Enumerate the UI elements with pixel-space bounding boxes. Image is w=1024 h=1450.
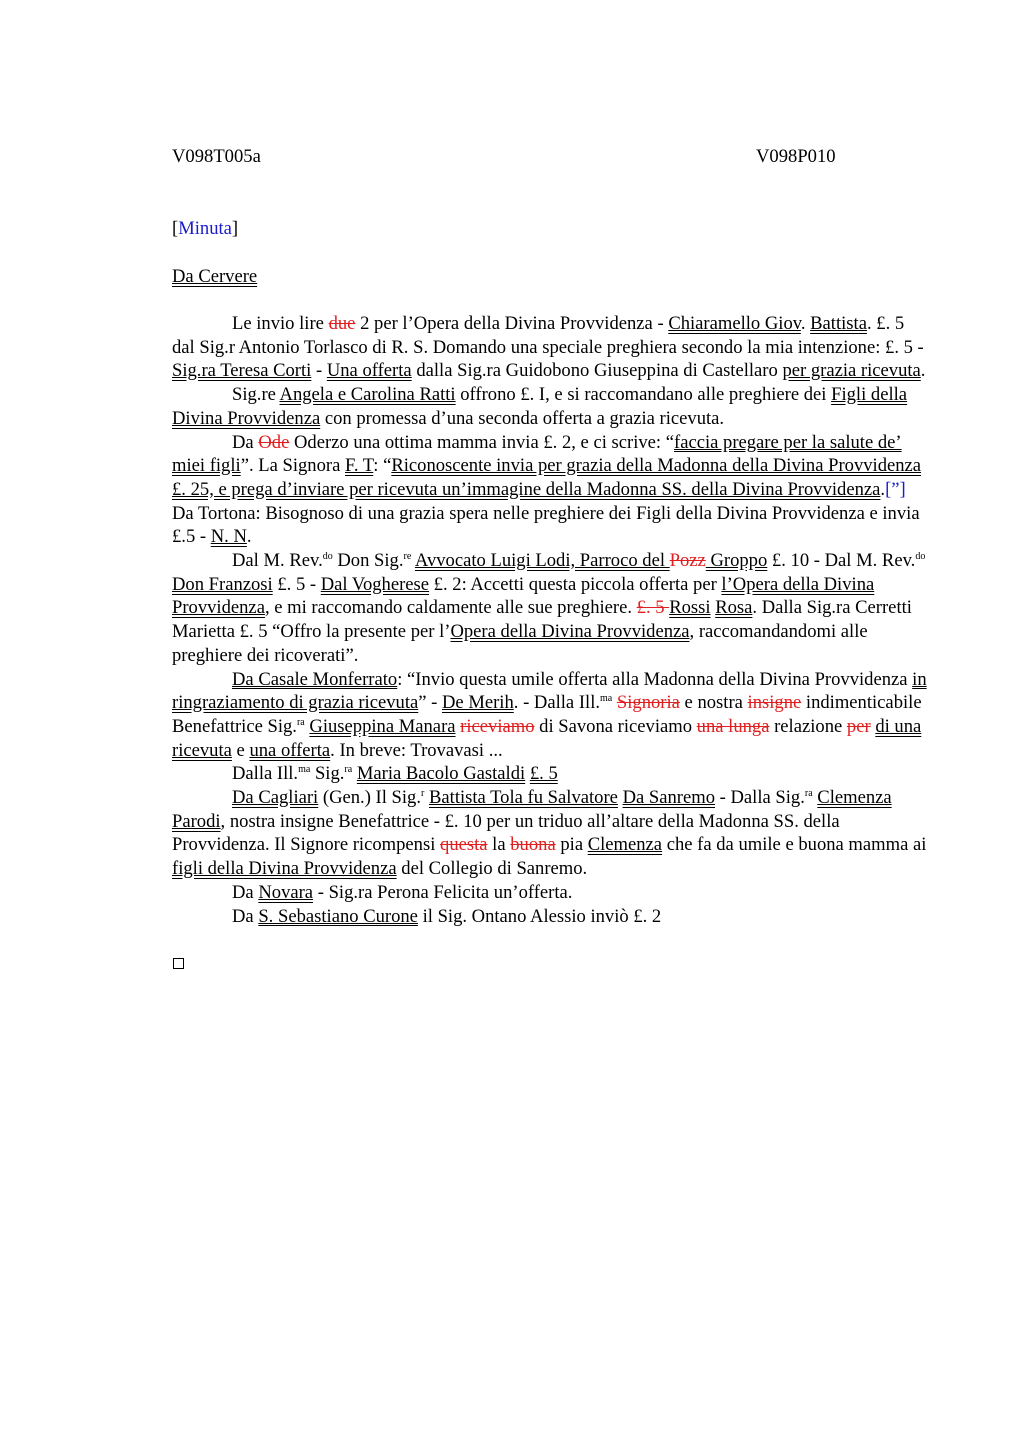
text: (Gen.) Il Sig. bbox=[318, 787, 421, 809]
text: relazione bbox=[769, 715, 847, 737]
underlined-text: una offerta bbox=[249, 739, 331, 761]
underlined-name: Sig.ra Teresa Corti bbox=[172, 360, 312, 382]
minuta-label bbox=[172, 217, 238, 241]
underlined-place: Da Casale Monferrato bbox=[232, 668, 398, 690]
paragraph-6 bbox=[172, 762, 930, 786]
text: dalla Sig.ra Guidobono Giuseppina di Castellaro bbox=[411, 360, 783, 382]
section-title: Da Cervere bbox=[172, 266, 258, 287]
superscript: do bbox=[322, 551, 333, 563]
underlined-name: Groppo bbox=[705, 550, 768, 572]
text: Oderzo una ottima mamma invia £. 2, e ci scrive: “ bbox=[289, 431, 674, 453]
text: , raccomandandomi alle preghiere dei ricoverati”. bbox=[172, 621, 868, 666]
underlined-text: di una ricevuta bbox=[172, 715, 922, 761]
text: . bbox=[246, 526, 252, 548]
text: con promessa d’una seconda offerta a grazia ricevuta. bbox=[320, 407, 725, 429]
superscript: ma bbox=[298, 764, 311, 776]
deleted-text: riceviamo bbox=[460, 715, 535, 737]
underlined-text: Opera della Divina Provvidenza bbox=[450, 621, 690, 643]
deleted-text: due bbox=[328, 313, 356, 334]
text: ”. La Signora bbox=[240, 455, 345, 477]
bracket-open: [ bbox=[172, 218, 179, 239]
text: che fa da umile e buona mamma ai bbox=[662, 834, 927, 856]
underlined-name: Rossi bbox=[669, 597, 711, 619]
underlined-quote: Riconoscente invia per grazia della Madonna della Divina Provvidenza £. 25, e prega d’inviare per ricevuta un’immagine della Madonna SS. della Divina Provvidenza bbox=[172, 455, 922, 500]
text: - Dalla Sig. bbox=[715, 787, 805, 809]
text: la bbox=[487, 834, 511, 856]
text: : “ bbox=[373, 455, 392, 477]
paragraph-5 bbox=[172, 668, 930, 763]
underlined-name: N. N bbox=[210, 526, 247, 548]
underlined-name: Clemenza bbox=[587, 834, 663, 856]
text: pia bbox=[555, 834, 588, 856]
underlined-text: figli della Divina Provvidenza bbox=[172, 858, 397, 880]
text: indimenticabile Benefattrice Sig. bbox=[172, 692, 922, 737]
text: ” - bbox=[418, 692, 442, 714]
text: il Sig. Ontano Alessio inviò £. 2 bbox=[417, 905, 662, 927]
text: Dal M. Rev. bbox=[232, 550, 323, 572]
text: Sig.re bbox=[232, 384, 280, 406]
underlined-place: Da Sanremo bbox=[622, 787, 715, 809]
text: Da Tortona: Bisognoso di una grazia spera nelle preghiere dei Figli della Divina Provvidenza e invia £.5 - bbox=[172, 502, 920, 548]
text: , e mi raccomando caldamente alle sue preghiere. bbox=[264, 597, 637, 619]
text: , nostra insigne Benefattrice - £. 10 per un triduo all’altare della Madonna SS. della Provvidenza. Il Signore ricompensi bbox=[172, 810, 840, 856]
superscript: ma bbox=[600, 693, 613, 705]
text: - bbox=[311, 360, 327, 382]
deleted-text: £. 5 bbox=[636, 597, 670, 619]
underlined-name: F. T bbox=[345, 455, 374, 477]
underlined-name: Giuseppina Manara bbox=[309, 715, 456, 737]
paragraph-2 bbox=[172, 383, 930, 430]
underlined-name: De Merih bbox=[442, 692, 514, 714]
text: 2 per l’Opera della Divina Provvidenza - bbox=[355, 313, 669, 334]
superscript: r bbox=[421, 788, 425, 800]
document-body bbox=[172, 312, 930, 928]
text: di Savona riceviamo bbox=[534, 715, 697, 737]
underlined-name: Rosa bbox=[715, 597, 753, 619]
text: del Collegio di Sanremo. bbox=[396, 858, 588, 880]
text: £. 2: Accetti questa piccola offerta per bbox=[429, 573, 722, 595]
document-code-right: V098P010 bbox=[756, 146, 836, 167]
text: . Dalla Sig.ra Cerretti Marietta £. 5 “Offro la presente per l’ bbox=[172, 597, 912, 643]
superscript: do bbox=[915, 551, 926, 563]
text: . bbox=[920, 360, 926, 382]
underlined-text: in ringraziamento di grazia ricevuta bbox=[172, 668, 927, 714]
underlined-name: Dal Vogherese bbox=[320, 573, 430, 595]
text: £. 5 - bbox=[272, 573, 321, 595]
superscript: ra bbox=[296, 716, 305, 728]
text: Da bbox=[232, 905, 259, 927]
underlined-place: Novara bbox=[258, 881, 314, 903]
underlined-name: Chiaramello Giov bbox=[668, 313, 801, 334]
paragraph-7 bbox=[172, 786, 930, 881]
text: - Sig.ra Perona Felicita un’offerta. bbox=[313, 881, 573, 903]
underlined-name: Clemenza bbox=[817, 787, 892, 809]
text: : “Invio questa umile offerta alla Madonna della Divina Provvidenza bbox=[397, 668, 913, 690]
paragraph-4 bbox=[172, 549, 930, 668]
underlined-name: Maria Bacolo Gastaldi bbox=[356, 763, 526, 785]
paragraph-9 bbox=[172, 905, 930, 929]
text: offrono £. I, e si raccomandano alle preghiere dei bbox=[455, 384, 832, 406]
superscript: re bbox=[403, 551, 412, 563]
deleted-text: per bbox=[846, 715, 871, 737]
underlined-quote: faccia pregare per la salute de’ miei figli bbox=[172, 431, 902, 477]
deleted-text: buona bbox=[510, 834, 556, 856]
deleted-text: Ode bbox=[258, 431, 290, 453]
underlined-amount: £. 5 bbox=[529, 763, 558, 785]
deleted-text: questa bbox=[440, 834, 488, 856]
superscript: ra bbox=[804, 788, 813, 800]
text: . £. 5 dal Sig.r Antonio Torlasco di R. S. Domando una speciale preghiera secondo la mia intenzione: £. 5 - bbox=[172, 313, 924, 358]
underlined-text: per grazia ricevuta bbox=[782, 360, 921, 382]
text: . - Dalla Ill. bbox=[513, 692, 601, 714]
underlined-text: l’Opera della Divina Provvidenza bbox=[172, 573, 875, 619]
underlined-text: Figli della Divina Provvidenza bbox=[172, 384, 908, 429]
superscript: ra bbox=[344, 764, 353, 776]
text: . bbox=[800, 313, 811, 334]
underlined-place: Da Cagliari bbox=[232, 787, 319, 809]
text: Da bbox=[232, 431, 259, 453]
minuta-text: Minuta bbox=[178, 218, 232, 239]
text: Le invio lire bbox=[232, 313, 329, 334]
deleted-text: Signoria bbox=[616, 692, 680, 714]
deleted-text: insigne bbox=[747, 692, 802, 714]
document-code-left: V098T005a bbox=[172, 146, 261, 167]
paragraph-3 bbox=[172, 431, 930, 550]
text: £. 10 - Dal M. Rev. bbox=[767, 550, 916, 572]
text: e nostra bbox=[679, 692, 748, 714]
text: Sig. bbox=[310, 763, 345, 785]
paragraph-8 bbox=[172, 881, 930, 905]
bracket-close: ] bbox=[231, 218, 239, 239]
underlined-place: S. Sebastiano Curone bbox=[258, 905, 418, 927]
underlined-name: Parodi bbox=[172, 810, 221, 832]
empty-checkbox-icon bbox=[173, 958, 184, 969]
text: Da bbox=[232, 881, 259, 903]
text: Don Sig. bbox=[332, 550, 404, 572]
text: . bbox=[880, 478, 886, 500]
text: . In breve: Trovavasi ... bbox=[330, 739, 503, 761]
underlined-name: Battista bbox=[810, 313, 867, 334]
editorial-insertion: [”] bbox=[885, 478, 906, 500]
deleted-text: Pozz bbox=[669, 550, 706, 572]
underlined-name: Don Franzosi bbox=[172, 573, 273, 595]
text: e bbox=[231, 739, 250, 761]
text: Dalla Ill. bbox=[232, 763, 299, 785]
underlined-name: Avvocato Luigi Lodi, Parroco del bbox=[414, 550, 670, 572]
deleted-text: una lunga bbox=[696, 715, 770, 737]
underlined-name: Battista Tola fu Salvatore bbox=[429, 787, 618, 809]
paragraph-1 bbox=[172, 312, 930, 383]
underlined-name: Angela e Carolina Ratti bbox=[279, 384, 456, 406]
underlined-text: Una offerta bbox=[326, 360, 412, 382]
